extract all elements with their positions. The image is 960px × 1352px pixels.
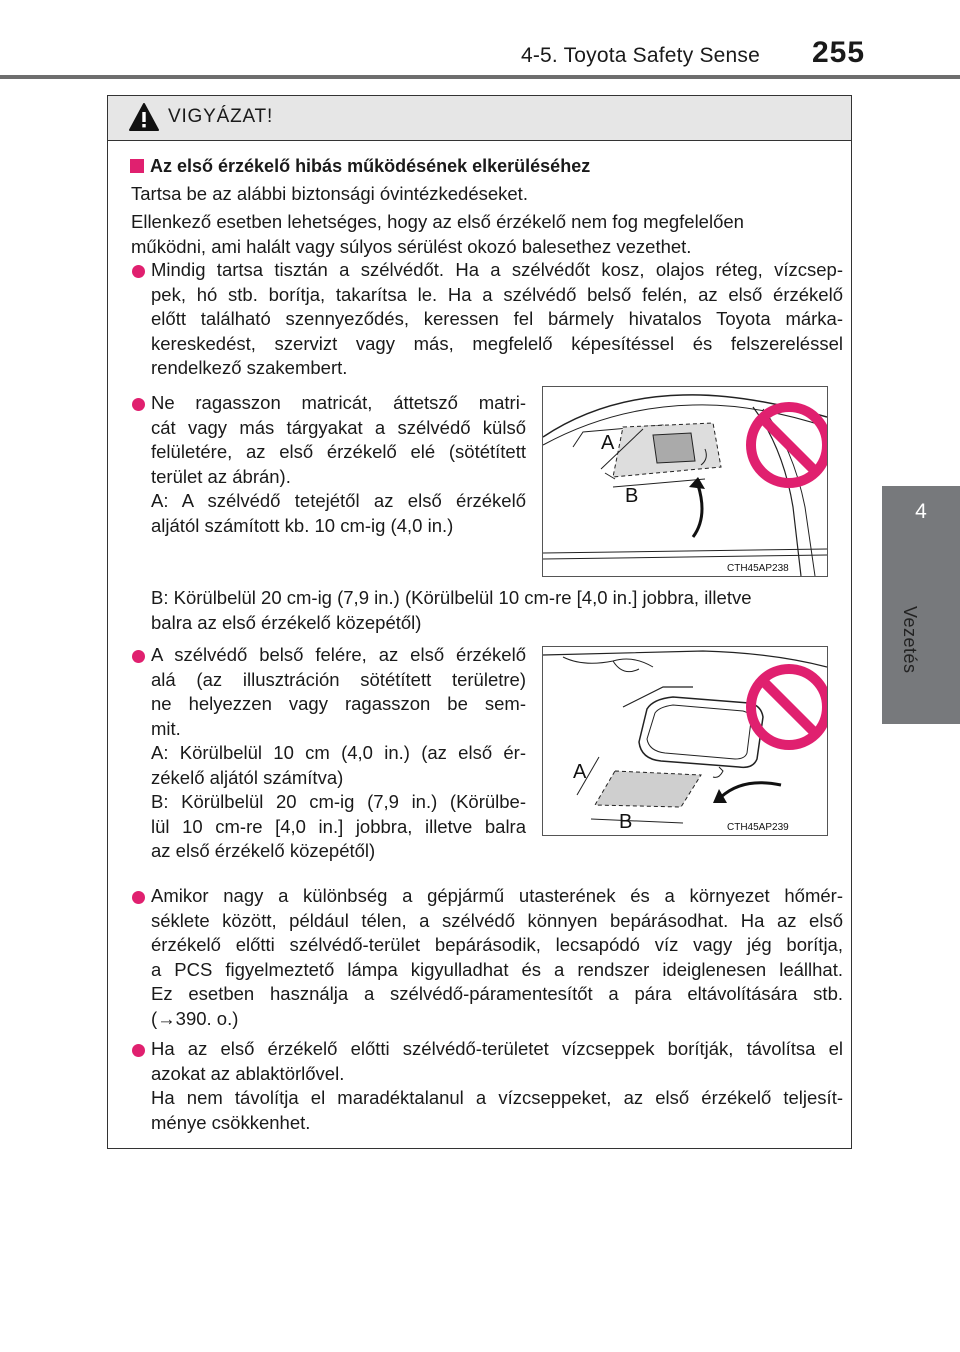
bullet-2-line: Ne ragasszon matricát, áttetsző matri- [151, 392, 526, 413]
bullet-4-line: séklete között, például télen, a szélvédő könnyen bepárásodhat. Ha az első [151, 909, 843, 931]
bullet-2-cont-line: balra az első érzékelő közepétől) [151, 611, 422, 633]
bullet-4-line: Amikor nagy a különbség a gépjármű utasterének és a környezet hőmér- [151, 885, 843, 906]
section-title-text: Az első érzékelő hibás működésének elkerüléséhez [150, 156, 591, 176]
bullet-2-continuation [151, 586, 851, 635]
prohibited-sign-icon [751, 669, 827, 745]
bullet-3-line: az első érzékelő közepétől) [151, 840, 376, 861]
bullet-3-line: A szélvédő belső felére, az első érzékelő [151, 644, 526, 665]
figure-2-label-a: A [573, 761, 587, 783]
figure-windshield-inside [542, 646, 828, 836]
bullet-3-line: A: Körülbelül 10 cm (4,0 in.) (az első ér- [151, 742, 526, 763]
prohibited-sign-icon [751, 407, 827, 483]
windshield-inside-illustration [543, 647, 827, 835]
warning-box [107, 95, 852, 1149]
figure-1-label-b: B [625, 485, 639, 507]
bullet-1-line: Mindig tartsa tisztán a szélvédőt. Ha a szélvédőt kosz, olajos réteg, vízcsep- [151, 259, 843, 280]
section-square-icon [130, 159, 144, 173]
bullet-5-line: ménye csökkenhet. [151, 1111, 311, 1133]
page-number: 255 [812, 36, 866, 69]
bullet-3 [151, 643, 526, 864]
bullet-4-line: Ez esetben használja a szélvédő-páramentesítőt a pára eltávolítására stb. [151, 983, 843, 1004]
bullet-3-line: mit. [151, 717, 181, 739]
bullet-1-line: előtt található szennyeződés, keressen fel bármely hivatalos Toyota márka- [151, 308, 843, 329]
bullet-5 [151, 1037, 843, 1135]
bullet-2-line: A: A szélvédő tetejétől az első érzékelő [151, 490, 526, 511]
bullet-5-line: azokat az ablaktörlővel. [151, 1062, 345, 1084]
bullet-1-line: kereskedést, szervizt vagy más, megfelelő képesítéssel és felszereléssel [151, 332, 843, 354]
bullet-3-line: B: Körülbelül 20 cm-ig (7,9 in.) (Körülbe- [151, 791, 526, 812]
bullet-3-line: alá (az illusztráción sötétített területre) [151, 668, 526, 690]
bullet-3-line: lül 10 cm-re [4,0 in.] jobbra, illetve balra [151, 815, 526, 837]
figure-2-label-b: B [619, 811, 633, 833]
figure-windshield-outside [542, 386, 828, 577]
figure-1-code: CTH45AP238 [727, 563, 789, 574]
bullet-dot-icon [132, 265, 145, 278]
bullet-5-line: Ha az első érzékelő előtti szélvédő-területet vízcseppek borítják, távolítsa el [151, 1038, 843, 1059]
warning-header [108, 96, 851, 141]
figure-1-label-a: A [601, 432, 615, 454]
bullet-1 [151, 258, 843, 381]
bullet-1-line: pek, hó stb. borítja, takarítsa le. Ha a szélvédő belső felén, az első érzékelő [151, 283, 843, 305]
bullet-5-line: Ha nem távolítja el maradéktalanul a vízcseppeket, az első érzékelő teljesít- [151, 1087, 843, 1108]
intro-1: Tartsa be az alábbi biztonsági óvintézkedéseket. [131, 183, 528, 204]
bullet-2-line: cát vagy más tárgyakat a szélvédő külső [151, 416, 526, 438]
bullet-2-cont-line: B: Körülbelül 20 cm-ig (7,9 in.) (Körülbelül 10 cm-re [4,0 in.] jobbra, illetve [151, 587, 752, 608]
bullet-4 [151, 884, 843, 1031]
figure-2-code: CTH45AP239 [727, 822, 789, 833]
bullet-1-line: rendelkező szakembert. [151, 357, 348, 378]
page-reference: (→390. o.) [151, 1007, 239, 1029]
bullet-2-line: felületére, az első érzékelő elé (sötétített [151, 441, 526, 462]
bullet-4-line: érzékelő előtti szélvédő-terület bepárásodik, lecsapódó víz vagy jég borítja, [151, 934, 843, 955]
warning-triangle-icon [128, 102, 160, 137]
windshield-outside-illustration [543, 387, 827, 576]
chapter-side-label [880, 596, 960, 706]
section-title [130, 156, 590, 177]
bullet-3-line: zékelő aljától számítva) [151, 766, 344, 788]
bullet-3-line: ne helyezzen vagy ragasszon be sem- [151, 693, 526, 714]
bullet-dot-icon [132, 1044, 145, 1057]
header-section-title: 4-5. Toyota Safety Sense [520, 44, 760, 67]
bullet-4-line: a PCS figyelmeztető lámpa kigyulladhat és a rendszer ideiglenesen leállhat. [151, 958, 843, 980]
header-rule [0, 75, 960, 79]
bullet-dot-icon [132, 891, 145, 904]
intro-2-line-2: működni, ami halált vagy súlyos sérülést okozó balesethez vezethet. [131, 235, 692, 257]
intro-2 [131, 210, 831, 259]
chapter-number: 4 [915, 500, 927, 523]
warning-title: VIGYÁZAT! [168, 106, 274, 127]
bullet-2-line: terület az ábrán). [151, 465, 291, 487]
bullet-2-line: aljától számított kb. 10 cm-ig (4,0 in.) [151, 514, 454, 536]
chapter-title: Vezetés [900, 606, 920, 674]
intro-2-line-1: Ellenkező esetben lehetséges, hogy az első érzékelő nem fog megfelelően [131, 211, 744, 232]
bullet-dot-icon [132, 650, 145, 663]
bullet-dot-icon [132, 398, 145, 411]
bullet-2 [151, 391, 526, 538]
